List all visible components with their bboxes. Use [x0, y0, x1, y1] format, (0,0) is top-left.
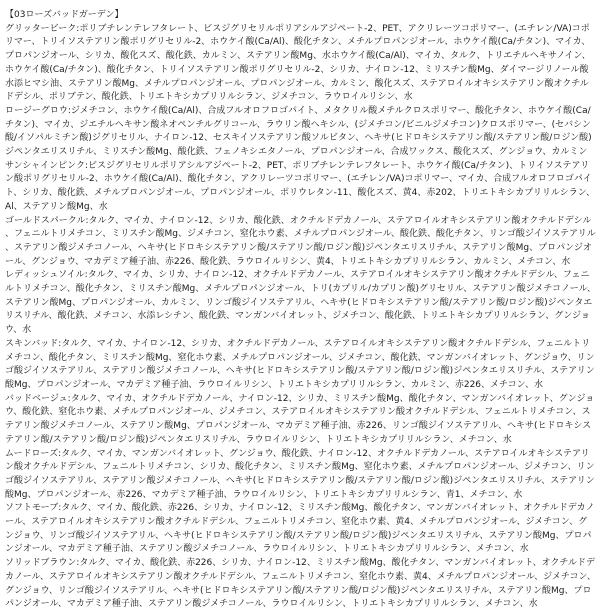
- shade-name: サンシャインピンク: [5, 160, 85, 171]
- shade-name: グリッタービーク: [5, 23, 77, 34]
- shade-separator: :: [84, 270, 88, 281]
- shade-separator: :: [58, 448, 62, 459]
- ingredient-list: ジメチコン、ホウケイ酸(Ca/Al)、合成フルオロフロゴパイト、メタクリル酸メチルクロスポリマー、酸化チタン、ホウケイ酸(Ca/チタン)、マイカ、ジエチルヘキサン酸ネオペンチルグリコール、ラウリン酸ヘキシル、(ジメチコン/ビニルジメチコン)クロスポリマー、(セバシン酸/イソパルミチン酸)ジグリセリル、ナイロン-12、セスキイソステアリン酸ソルビタン、ヘキサ(ヒドロキシステアリン酸/ステアリン酸/ロジン酸)ジペンタエリスリチル、ミリスチン酸Mg、酸化鉄、フェノキシエタノール、プロパンジオール、合成ワックス、酸化スズ、グンジョウ、カルミン: [5, 105, 592, 158]
- shade-separator: :: [76, 558, 80, 569]
- ingredient-list: タルク、マイカ、ナイロン-12、シリカ、オクチルドデカノール、ステアロイルオキシステアリン酸オクチルドデシル、フェニルトリメチコン、酸化チタン、ミリスチン酸Mg、窒化ホウ素、メチルプロパンジオール、ジメチコン、酸化鉄、マンガンバイオレット、グンジョウ、リンゴ酸ジイソステアリル、ステアリン酸ジメチコノール、ヘキサ(ヒドロキシステアリン酸/ステアリン酸/ロジン酸)ジペンタエリスリチル、ステアリン酸Mg、プロパンジオール、マカデミア種子油、ラウロイルリシン、トリエトキシカプリリルシラン、カルミン、赤226、メチコン、水: [5, 338, 595, 390]
- document-title: 【03ローズバッドガーデン】: [5, 10, 124, 20]
- ingredient-list: タルク、マイカ、酸化鉄、赤226、シリカ、ナイロン-12、ミリスチン酸Mg、酸化チタン、マンガンバイオレット、オクチルドデカノール、ステアロイルオキシステアリン酸オクチルドデシル、フェニルトリメチコン、窒化ホウ素、黄4、メチルプロパンジオール、ジメチコン、グンジョウ、リンゴ酸ジイソステアリル、ヘキサ(ヒドロキシステアリン酸/ステアリン酸/ロジン酸)ジペンタエリスリチル、ステアリン酸Mg、プロパンジオール、マカデミア種子油、ステアリン酸ジメチコノール、ラウロイルリシン、トリエトキシカプリリルシラン、メチコン、水: [5, 503, 595, 555]
- shade-separator: :: [58, 503, 62, 514]
- ingredient-paragraph: [5, 338, 596, 393]
- shade-separator: :: [84, 160, 89, 171]
- ingredient-list: タルク、マイカ、オクチルドデカノール、ナイロン-12、シリカ、ミリスチン酸Mg、酸化チタン、マンガンバイオレット、グンジョウ、酸化鉄、窒化ホウ素、メチルプロパンジオール、ジメチコン、ステアロイルオキシステアリン酸オクチルドデシル、フェニルトリメチコン、ステアリン酸ジメチコノール、ステアリン酸Mg、プロパンジオール、マカデミア種子油、赤226、リンゴ酸ジイソステアリル、ヘキサ(ヒドロキシステアリン酸/ステアリン酸/ロジン酸)ジペンタエリスリチル、ラウロイルリシン、トリエトキシカプリリルシラン、メチコン、水: [5, 393, 595, 445]
- ingredient-paragraph: [5, 215, 596, 270]
- shade-name: ムードローズ: [5, 448, 59, 459]
- shade-separator: :: [67, 393, 71, 404]
- shade-name: レディッシュソイル: [5, 270, 85, 281]
- ingredient-paragraph: [5, 105, 596, 160]
- ingredient-list: タルク、マイカ、シリカ、ナイロン-12、オクチルドデカノール、ステアロイルオキシステアリン酸オクチルドデシル、フェニルトリメチコン、酸化チタン、ミリスチン酸Mg、メチルプロパンジオール、トリ(カプリル/カプリン酸)グリセリル、ステアリン酸ジメチコノール、ステアリン酸Mg、プロパンジオール、カルミン、リンゴ酸ジイソステアリル、ヘキサ(ヒドロキシステアリン酸/ステアリン酸/ロジン酸)ジペンタエリスリチル、酸化鉄、メチコン、水添レシチン、酸化鉄、マンガンバイオレット、ジメチコン、酸化鉄、トリエトキシカプリリルシラン、グンジョウ、水: [5, 270, 596, 336]
- shade-name: ゴールドスパークル: [5, 215, 86, 226]
- shade-name: ソフトモーブ: [5, 503, 59, 514]
- shade-name: バッドベージュ: [5, 393, 68, 404]
- ingredient-paragraph: [5, 23, 596, 105]
- shade-name: ロージーグロウ: [5, 105, 68, 116]
- ingredient-list: タルク、マイカ、マンガンバイオレット、グンジョウ、酸化鉄、ナイロン-12、オクチルドデカノール、ステアロイルオキシステアリン酸オクチルドデシル、フェニルトリメチコン、シリカ、酸化チタン、ミリスチン酸Mg、窒化ホウ素、メチルプロパンジオール、ジメチコン、リンゴ酸ジイソステアリル、ステアリン酸ジメチコノール、ヘキサ(ヒドロキシステアリン酸/ステアリン酸/ロジン酸)ジペンタエリスリチル、ステアリン酸Mg、プロパンジオール、赤226、マカデミア種子油、ラウロイルリシン、トリエトキシカプリリルシラン、青1、メチコン、水: [5, 448, 595, 500]
- shade-separator: :: [76, 23, 80, 34]
- shade-separator: :: [58, 338, 62, 349]
- ingredient-paragraph: [5, 448, 596, 503]
- ingredient-list: ポリブチレンテレフタレート、ビスジグリセリルポリアシルアジペート-2、PET、アクリレーツコポリマー、(エチレン/VA)コポリマー、トリイソステアリン酸ポリグリセリル-2、ホウケイ酸(Ca/Al)、酸化チタン、メチルプロパンジオール、ホウケイ酸(Ca/チタン)、マイカ、プロパンジオール、シリカ、酸化スズ、酸化鉄、カルミン、ステアリン酸Mg、水ホウケイ酸(Ca/Al)、マイカ、タルク、トリエチルヘキサノイン、ホウケイ酸(Ca/チタン)、酸化チタン、トリイソステアリン酸ポリグリセリル-2、シリカ、ナイロン-12、ミリスチン酸Mg、ダイマージリノール酸水添ヒマシ油、ステアリン酸Mg、メチルプロパンジオール、プロパンジオール、カルミン、酸化スズ、ステアロイルオキシステアリン酸オクチルドデシル、ポリブテン、酸化鉄、トリエトキシカプリリルシラン、ジメチコン、ラウロイルリシン、水: [5, 23, 591, 103]
- ingredient-list: タルク、マイカ、ナイロン-12、シリカ、酸化鉄、オクチルドデカノール、ステアロイルオキシステアリン酸オクチルドデシル、フェニルトリメチコン、ミリスチン酸Mg、ジメチコン、窒化ホウ素、メチルプロパンジオール、酸化鉄、酸化チタン、リンゴ酸ジイソステアリル、ステアリン酸ジメチコノール、ヘキサ(ヒドロキシステアリン酸/ステアリン酸/ロジン酸)ジペンタエリスリチル、ステアリン酸Mg、プロパンジオール、グンジョウ、マカデミア種子油、赤226、酸化鉄、ラウロイルリシン、黄4、トリエトキシカプリリルシラン、カルミン、メチコン、水: [5, 215, 596, 267]
- ingredient-paragraph: [5, 269, 596, 338]
- ingredient-paragraph: [5, 393, 596, 448]
- shade-separator: :: [67, 105, 71, 116]
- ingredient-paragraph: [5, 502, 596, 557]
- ingredient-list: タルク、マイカ、酸化鉄、赤226、シリカ、ナイロン-12、ミリスチン酸Mg、酸化チタン、マンガンバイオレット、オクチルドデカノール、ステアロイルオキシステアリン酸オクチルドデシル、フェニルトリメチコン、窒化ホウ素、黄4、メチルプロパンジオール、ジメチコン、グンジョウ、リンゴ酸ジイソステアリル、ヘキサ(ヒドロキシステアリン酸/ステアリン酸/ロジン酸)ジペンタエリスリチル、ステアリン酸Mg、プロパンジオール、マカデミア種子油、ステアリン酸ジメチコノール、ラウロイルリシン、トリエトキシカプリリルシラン、メチコン、水: [5, 558, 596, 610]
- ingredient-list: ビスジグリセリルポリアシルアジペート-2、PET、ポリブチレンテレフタレート、ホウケイ酸(Ca/チタン)、トリイソステアリン酸ポリグリセリル-2、ホウケイ酸(Ca/Al)、酸化チタン、アクリレーツコポリマー、(エチレン/VA)コポリマー、マイカ、合成フルオロフロゴパイト、シリカ、酸化鉄、メチルプロパンジオール、プロパンジオール、ポリウレタン-11、酸化スズ、黄4、赤202、トリエトキシカプリリルシラン、Al、ステアリン酸Mg、水: [5, 160, 595, 212]
- ingredient-paragraph: [5, 160, 596, 215]
- shade-name: ソリッドブラウン: [5, 558, 77, 569]
- ingredient-paragraph: [5, 557, 596, 612]
- shade-name: スキンバッド: [5, 338, 59, 349]
- shade-separator: :: [85, 215, 89, 226]
